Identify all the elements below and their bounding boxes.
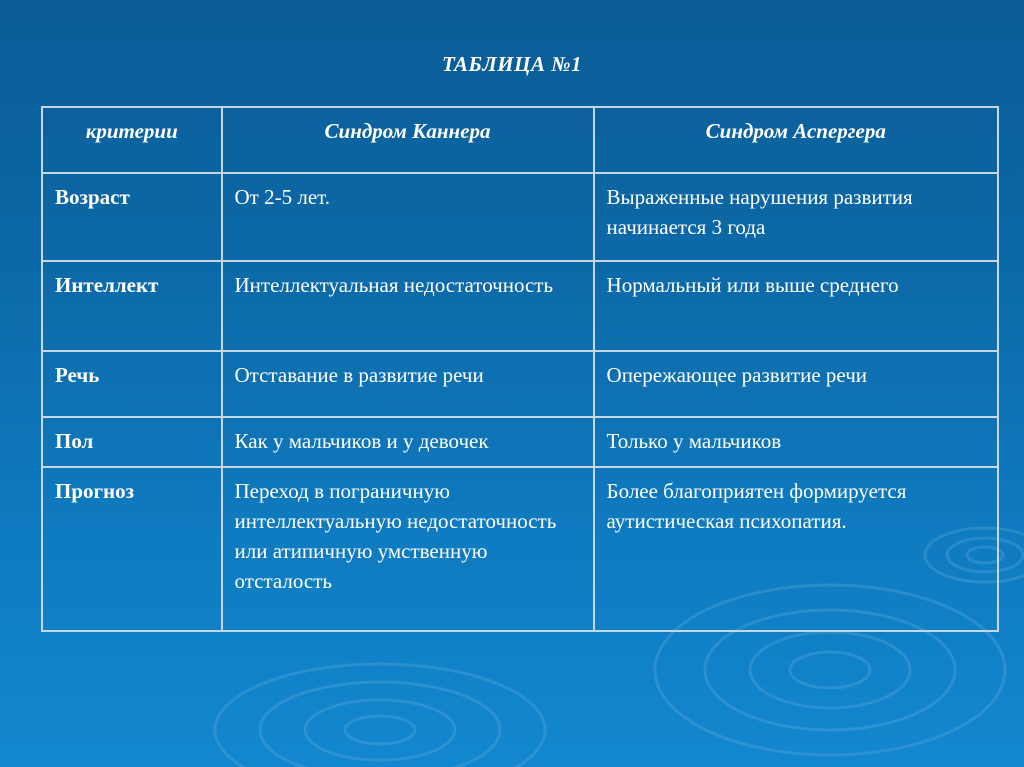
row-asperger-cell: Опережающее развитие речи bbox=[594, 351, 998, 417]
row-kanner-cell: Интеллектуальная недостаточность bbox=[222, 261, 594, 351]
table-row bbox=[42, 467, 998, 631]
row-kanner-cell: Переход в пограничную интеллектуальную недостаточность или атипичную умственную отсталость bbox=[222, 467, 594, 631]
comparison-table bbox=[41, 106, 999, 632]
row-criterion: Интеллект bbox=[42, 261, 222, 351]
row-asperger-cell: Нормальный или выше среднего bbox=[594, 261, 998, 351]
table-row bbox=[42, 417, 998, 467]
row-kanner-cell: Как у мальчиков и у девочек bbox=[222, 417, 594, 467]
header-criteria: критерии bbox=[42, 107, 222, 173]
table-row bbox=[42, 351, 998, 417]
row-kanner-cell: Отставание в развитие речи bbox=[222, 351, 594, 417]
table-row bbox=[42, 173, 998, 261]
header-asperger: Синдром Аспергера bbox=[594, 107, 998, 173]
row-criterion: Пол bbox=[42, 417, 222, 467]
row-criterion: Речь bbox=[42, 351, 222, 417]
row-criterion: Возраст bbox=[42, 173, 222, 261]
row-criterion: Прогноз bbox=[42, 467, 222, 631]
row-asperger-cell: Более благоприятен формируется аутистическая психопатия. bbox=[594, 467, 998, 631]
header-kanner: Синдром Каннера bbox=[222, 107, 594, 173]
row-kanner-cell: От 2-5 лет. bbox=[222, 173, 594, 261]
row-asperger-cell: Только у мальчиков bbox=[594, 417, 998, 467]
table-header-row bbox=[42, 107, 998, 173]
row-asperger-cell: Выраженные нарушения развития начинается 3 года bbox=[594, 173, 998, 261]
table-row bbox=[42, 261, 998, 351]
slide-title: ТАБЛИЦА №1 bbox=[442, 52, 582, 76]
